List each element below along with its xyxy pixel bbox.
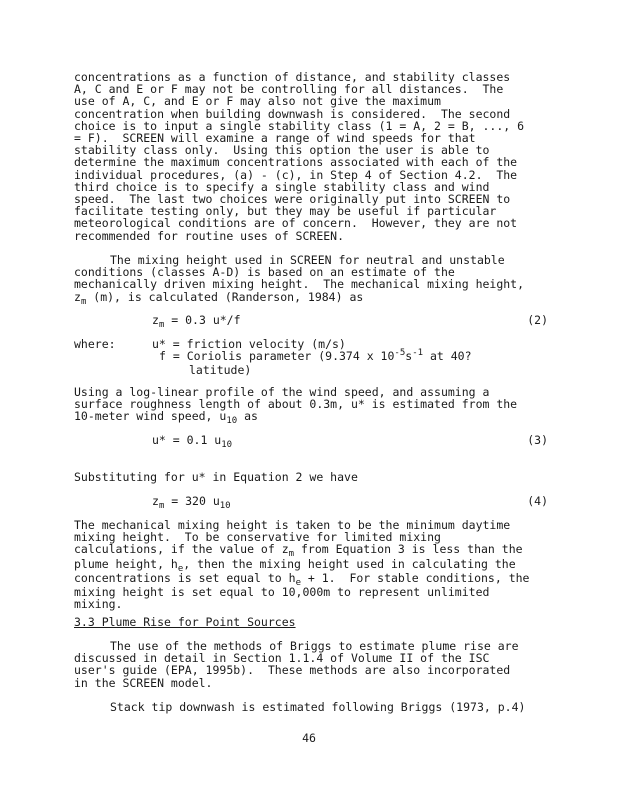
text-line: conditions (classes A-D) is based on an estimate of the xyxy=(74,265,455,280)
eq-mid: = 320 u xyxy=(164,494,220,508)
text-fragment: at 40? xyxy=(423,349,472,364)
text-line xyxy=(74,542,548,560)
eq-lhs: u* = 0.1 u xyxy=(152,433,222,447)
text-line: mixing height. To be conservative for limited mixing xyxy=(74,530,441,545)
text-line: in the SCREEN model. xyxy=(74,675,213,690)
page-number: 46 xyxy=(302,731,316,745)
text-fragment: calculations, if the value of z xyxy=(74,542,289,557)
superscript: -1 xyxy=(412,348,424,359)
definition-f xyxy=(152,350,548,364)
variable-definitions xyxy=(74,338,548,378)
equation-4 xyxy=(152,495,548,509)
text-fragment: s xyxy=(405,349,413,364)
text-fragment: as xyxy=(237,409,258,424)
text-fragment: plume height, h xyxy=(74,556,178,571)
text-line: mixing height is set equal to 10,000m to represent unlimited xyxy=(74,585,490,600)
text-line: recommended for routine uses of SCREEN. xyxy=(74,228,345,243)
text-line: mechanically driven mixing height. The mechanical mixing height, xyxy=(74,277,525,292)
text-line: surface roughness length of about 0.3m, u* is estimated from the xyxy=(74,397,518,412)
text-line xyxy=(74,572,548,586)
text-line: discussed in detail in Section 1.1.4 of Volume II of the ISC xyxy=(74,651,490,666)
subscript: e xyxy=(295,577,301,588)
subscript: m xyxy=(288,549,295,560)
text-line: The use of the methods of Briggs to estimate plume rise are xyxy=(110,639,519,653)
eq-lhs: z xyxy=(152,494,159,508)
paragraph-mechanical-mixing xyxy=(74,519,548,610)
paragraph-briggs xyxy=(74,640,548,689)
text-line: choice is to input a single stability class (1 = A, 2 = B, ..., 6 xyxy=(74,118,525,133)
text-fragment: f = Coriolis parameter (9.374 x 10 xyxy=(159,349,395,364)
text-line: mixing. xyxy=(74,597,123,612)
text-line: concentrations as a function of distance, and stability classes xyxy=(74,70,511,84)
text-line: Using a log-linear profile of the wind speed, and assuming a xyxy=(74,385,490,399)
symbol-z: z xyxy=(74,289,81,304)
superscript: -5 xyxy=(394,348,406,359)
text-line: The mixing height used in SCREEN for neutral and unstable xyxy=(110,253,505,267)
eq-rhs: = 0.3 u*/f xyxy=(164,313,241,327)
equation-number: (4) xyxy=(527,494,548,508)
text-line: stability class only. Using this option the user is able to xyxy=(74,143,490,158)
text-line: concentration when building downwash is considered. The second xyxy=(74,106,511,121)
text-line: meteorological conditions are of concern. However, they are not xyxy=(74,216,518,231)
text-fragment: + 1. For stable conditions, the xyxy=(300,570,530,585)
subscript: m xyxy=(158,501,165,511)
text-fragment: , then the mixing height used in calculating the xyxy=(183,556,516,571)
text-fragment: from Equation 3 is less than the xyxy=(294,542,523,557)
paragraph-stack-tip xyxy=(74,701,548,713)
text-line xyxy=(74,558,548,572)
text-line xyxy=(74,291,548,305)
text-line: determine the maximum concentrations associated with each of the xyxy=(74,155,518,170)
text-line xyxy=(74,409,548,427)
paragraph-mixing-height xyxy=(74,254,548,305)
text-fragment: 10-meter wind speed, u xyxy=(74,409,227,424)
text-line: = F). SCREEN will examine a range of wind speeds for that xyxy=(74,131,476,146)
where-label: where: xyxy=(74,337,116,351)
subscript: e xyxy=(177,563,184,574)
subscript: 10 xyxy=(221,440,233,450)
definition-list xyxy=(152,338,548,377)
subscript: 10 xyxy=(219,501,231,511)
text-line: speed. The last two choices were originally put into SCREEN to xyxy=(74,192,511,207)
definition-u: u* = friction velocity (m/s) xyxy=(152,337,346,351)
text-line: facilitate testing only, but they may be useful if particular xyxy=(74,204,497,219)
paragraph-stability-choices xyxy=(74,71,548,242)
text-line: The mechanical mixing height is taken to be the minimum daytime xyxy=(74,518,511,532)
text-line: use of A, C, and E or F may also not give the maximum xyxy=(74,94,441,109)
text-line: Substituting for u* in Equation 2 we have xyxy=(74,470,358,484)
eq-lhs: z xyxy=(152,313,159,327)
equation-2 xyxy=(152,314,548,328)
subscript: m xyxy=(158,320,165,330)
text-line: individual procedures, (a) - (c), in Step 4 of Section 4.2. The xyxy=(74,167,518,182)
subscript: m xyxy=(80,296,87,307)
text-fragment: concentrations is set equal to h xyxy=(74,570,296,585)
equation-number: (3) xyxy=(527,433,548,447)
subscript: 10 xyxy=(226,416,238,427)
equation-3 xyxy=(152,434,548,448)
section-heading: 3.3 Plume Rise for Point Sources xyxy=(74,615,296,629)
text-fragment: (m), is calculated (Randerson, 1984) as xyxy=(86,289,364,304)
definition-f-cont: latitude) xyxy=(189,363,252,378)
text-line: Stack tip downwash is estimated following Briggs (1973, p.4) xyxy=(110,700,526,714)
paragraph-log-linear xyxy=(74,386,548,425)
text-line: third choice is to specify a single stability class and wind xyxy=(74,179,490,194)
paragraph-substituting xyxy=(74,471,548,483)
text-line: A, C and E or F may not be controlling for all distances. The xyxy=(74,82,504,97)
equation-number: (2) xyxy=(527,313,548,327)
text-line: user's guide (EPA, 1995b). These methods are also incorporated xyxy=(74,663,511,678)
